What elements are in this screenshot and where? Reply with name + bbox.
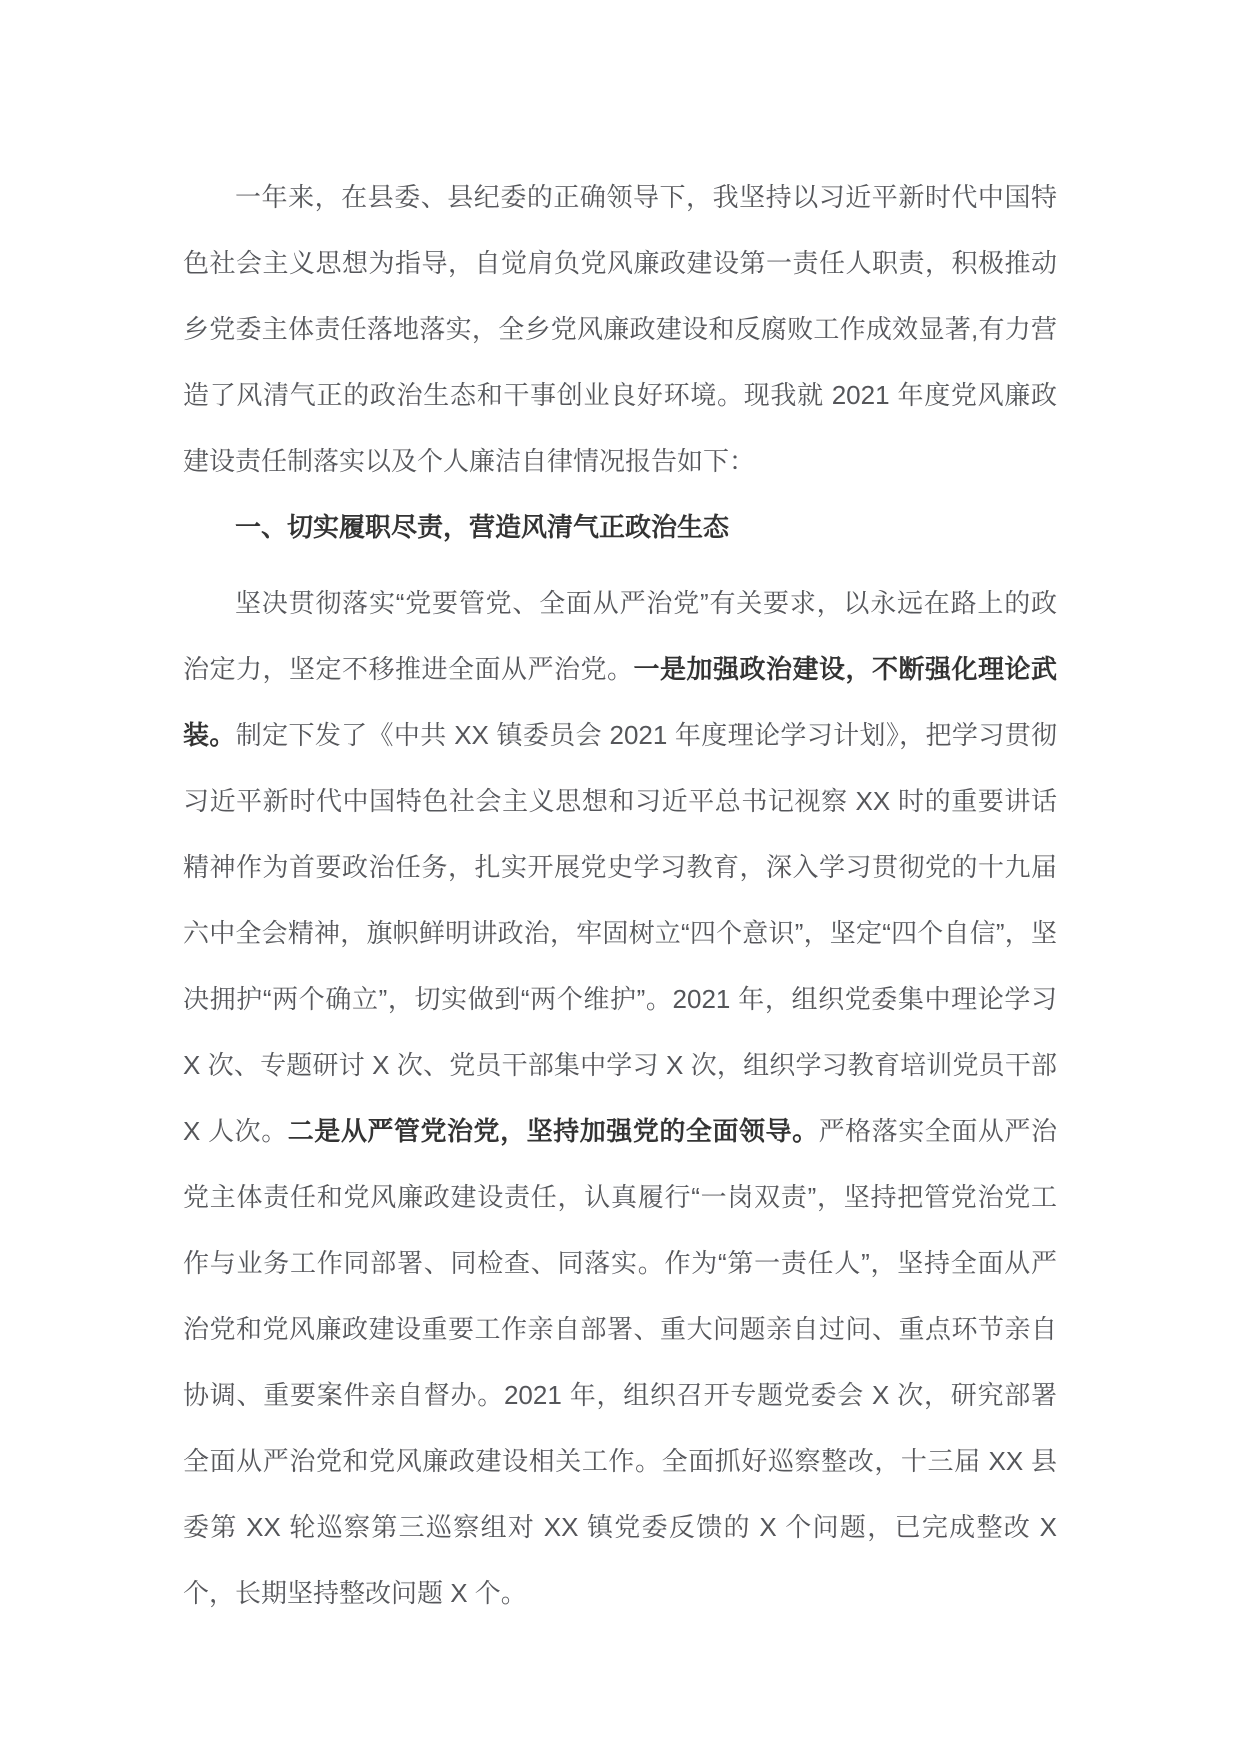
bold-text-segment: 一、切实履职尽责，营造风清气正政治生态 [235, 512, 730, 542]
bold-text-segment: 一是加强政治建设，不断强化理论武装。 [183, 654, 1057, 750]
paragraph [183, 164, 1057, 494]
section-heading [183, 494, 1057, 560]
text-segment: 制定下发了《中共 XX 镇委员会 2021 年度理论学习计划》，把学习贯彻习近平新时代中国特色社会主义思想和习近平总书记视察 XX 时的重要讲话精神作为首要政治任务，扎实开展党史学习教育，深入学习贯彻党的十九届六中全会精神，旗帜鲜明讲政治，牢固树立“四个意识”，坚定“四个自信”，坚决拥护“两个确立”，切实做到“两个维护”。2021 年，组织党委集中理论学习 X 次、专题研讨 X 次、党员干部集中学习 X 次，组织学习教育培训党员干部 X 人次。 [183, 720, 1057, 1146]
text-segment: 一年来，在县委、县纪委的正确领导下，我坚持以习近平新时代中国特色社会主义思想为指导，自觉肩负党风廉政建设第一责任人职责，积极推动乡党委主体责任落地落实，全乡党风廉政建设和反腐败工作成效显著,有力营造了风清气正的政治生态和干事创业良好环境。现我就 2021 年度党风廉政建设责任制落实以及个人廉洁自律情况报告如下： [183, 182, 1057, 476]
document-body [183, 164, 1057, 1626]
bold-text-segment: 二是从严管党治党，坚持加强党的全面领导。 [287, 1116, 819, 1146]
text-segment: 严格落实全面从严治党主体责任和党风廉政建设责任，认真履行“一岗双责”，坚持把管党治党工作与业务工作同部署、同检查、同落实。作为“第一责任人”，坚持全面从严治党和党风廉政建设重要工作亲自部署、重大问题亲自过问、重点环节亲自协调、重要案件亲自督办。2021 年，组织召开专题党委会 X 次，研究部署全面从严治党和党风廉政建设相关工作。全面抓好巡察整改，十三届 XX 县委第 XX 轮巡察第三巡察组对 XX 镇党委反馈的 X 个问题，已完成整改 X 个，长期坚持整改问题 X 个。 [183, 1116, 1057, 1608]
text-segment: 坚决贯彻落实“党要管党、全面从严治党”有关要求，以永远在路上的政治定力，坚定不移推进全面从严治党。 [183, 588, 1057, 684]
paragraph [183, 570, 1057, 1626]
